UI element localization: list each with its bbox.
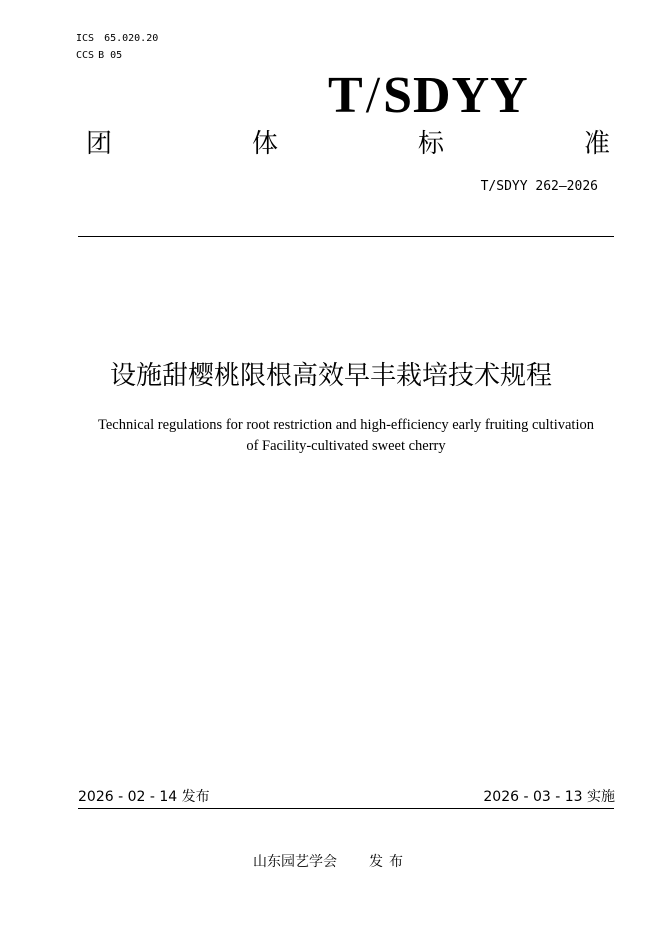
english-title-line-2: of Facility-cultivated sweet cherry bbox=[246, 438, 446, 454]
standard-number: T/SDYY 262—2026 bbox=[480, 179, 598, 194]
ccs-code-line bbox=[76, 50, 122, 62]
ccs-code: B 05 bbox=[98, 50, 123, 61]
publisher-name: 山东园艺学会 bbox=[253, 854, 337, 870]
document-title-chinese: 设施甜樱桃限根高效早丰栽培技术规程 bbox=[109, 361, 552, 391]
ics-label: ICS bbox=[76, 33, 95, 44]
brand-name: SDYY bbox=[383, 67, 529, 124]
publish-action: 发布 bbox=[369, 854, 409, 870]
standard-type-char: 准 bbox=[583, 129, 610, 159]
ccs-label: CCS bbox=[76, 50, 95, 61]
issue-date: 2026 - 02 - 14 发布 bbox=[78, 789, 210, 805]
ics-code: 65.020.20 bbox=[104, 33, 159, 44]
standard-type-char: 体 bbox=[251, 129, 278, 159]
brand-prefix: T bbox=[328, 67, 364, 124]
document-title-english bbox=[70, 415, 622, 457]
brand-slash: / bbox=[365, 67, 382, 124]
publisher-line bbox=[0, 853, 662, 871]
brand-logo bbox=[328, 66, 529, 126]
standard-type-char: 标 bbox=[417, 129, 444, 159]
implementation-date: 2026 - 03 - 13 实施 bbox=[483, 789, 615, 805]
english-title-line-1: Technical regulations for root restriction and high-efficiency early fruiting cultivation bbox=[98, 417, 594, 433]
top-divider bbox=[78, 236, 614, 237]
ics-code-line bbox=[76, 33, 158, 45]
standard-type-heading bbox=[86, 128, 610, 160]
bottom-divider bbox=[78, 808, 614, 809]
standard-type-char: 团 bbox=[86, 129, 113, 159]
